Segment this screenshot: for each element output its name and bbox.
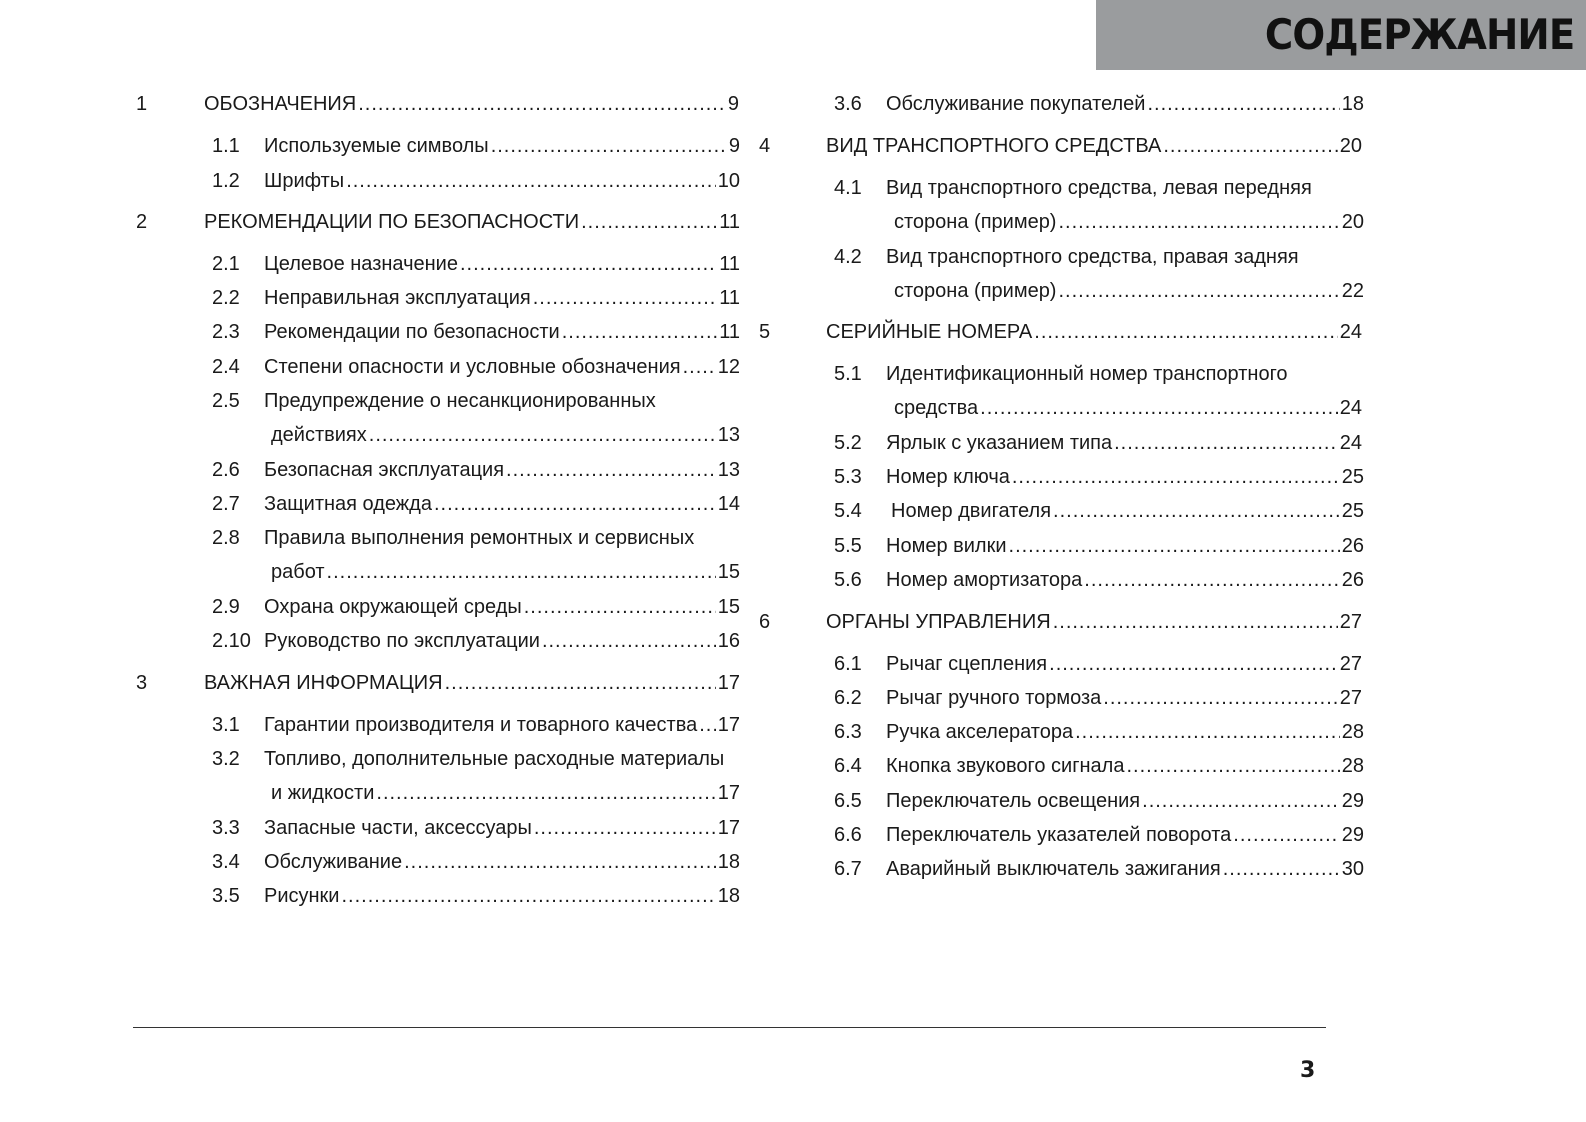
- toc-section-number: 2.6: [212, 459, 240, 481]
- toc-section-number: 2.5: [212, 390, 240, 412]
- toc-chapter-number: 1: [136, 93, 148, 115]
- toc-section-entry[interactable]: [264, 355, 740, 379]
- toc-section-entry[interactable]: [886, 652, 1362, 676]
- toc-page-number: 14: [717, 493, 740, 515]
- toc-entry-title: Запасные части, аксессуары: [264, 817, 532, 839]
- toc-section-number: 2.3: [212, 321, 240, 343]
- dot-leader: [445, 671, 716, 695]
- toc-page-number: 15: [717, 596, 740, 618]
- dot-leader: [506, 458, 716, 482]
- dot-leader: [524, 595, 716, 619]
- toc-page-number: 11: [719, 321, 740, 343]
- toc-chapter-entry[interactable]: [826, 610, 1362, 634]
- toc-section-number: 6.7: [834, 858, 862, 880]
- dot-leader: [1009, 534, 1340, 558]
- toc-page-number: 26: [1341, 535, 1364, 557]
- toc-section-number: 2.4: [212, 356, 240, 378]
- toc-section-entry[interactable]: [264, 629, 740, 653]
- toc-section-number: 6.2: [834, 687, 862, 709]
- dot-leader: [683, 355, 716, 379]
- toc-section-entry[interactable]: [894, 279, 1364, 303]
- toc-page-number: 22: [1341, 280, 1364, 302]
- toc-page-number: 13: [717, 459, 740, 481]
- toc-section-entry[interactable]: [886, 568, 1364, 592]
- toc-page-number: 27: [1339, 611, 1362, 633]
- toc-entry-title: Степени опасности и условные обозначения: [264, 356, 681, 378]
- dot-leader: [1053, 610, 1338, 634]
- toc-entry-title: Номер ключа: [886, 466, 1010, 488]
- toc-section-entry[interactable]: [886, 789, 1364, 813]
- dot-leader: [542, 629, 716, 653]
- toc-section-entry[interactable]: [264, 320, 740, 344]
- dot-leader: [460, 252, 717, 276]
- dot-leader: [358, 92, 726, 116]
- dot-leader: [1084, 568, 1339, 592]
- toc-entry-title: ОБОЗНАЧЕНИЯ: [204, 93, 357, 115]
- toc-page-number: 25: [1341, 500, 1364, 522]
- toc-page-number: 18: [717, 851, 740, 873]
- toc-page-number: 24: [1339, 397, 1362, 419]
- dot-leader: [562, 320, 718, 344]
- dot-leader: [1075, 720, 1340, 744]
- toc-entry-title: РЕКОМЕНДАЦИИ ПО БЕЗОПАСНОСТИ: [204, 211, 580, 233]
- toc-entry-title: Гарантии производителя и товарного качества: [264, 714, 698, 736]
- dot-leader: [980, 396, 1338, 420]
- toc-entry-title: ОРГАНЫ УПРАВЛЕНИЯ: [826, 611, 1051, 633]
- toc-entry-title: Целевое назначение: [264, 253, 458, 275]
- dot-leader: [1126, 754, 1339, 778]
- toc-entry-title: Переключатель освещения: [886, 790, 1141, 812]
- toc-section-entry[interactable]: [886, 754, 1364, 778]
- toc-section-entry[interactable]: [886, 686, 1362, 710]
- toc-section-entry[interactable]: [891, 499, 1364, 523]
- toc-section-entry[interactable]: [264, 458, 740, 482]
- toc-section-entry[interactable]: [886, 465, 1364, 489]
- toc-page-number: 25: [1341, 466, 1364, 488]
- dot-leader: [327, 560, 716, 584]
- toc-section-entry[interactable]: [264, 884, 740, 908]
- toc-section-entry[interactable]: [894, 210, 1364, 234]
- toc-entry-title: Охрана окружающей среды: [264, 596, 522, 618]
- dot-leader: [1147, 92, 1339, 116]
- toc-entry-title: Рычаг ручного тормоза: [886, 687, 1102, 709]
- toc-section-number: 5.2: [834, 432, 862, 454]
- toc-entry-title: Руководство по эксплуатации: [264, 630, 540, 652]
- toc-entry-title: Шрифты: [264, 170, 345, 192]
- dot-leader: [1142, 789, 1340, 813]
- dot-leader: [434, 492, 716, 516]
- toc-entry-title-line2: средства: [894, 397, 979, 419]
- toc-section-entry[interactable]: [886, 823, 1364, 847]
- toc-page-number: 16: [717, 630, 740, 652]
- toc-section-entry[interactable]: [886, 534, 1364, 558]
- toc-section-number: 3.3: [212, 817, 240, 839]
- toc-entry-title: Безопасная эксплуатация: [264, 459, 505, 481]
- toc-chapter-number: 3: [136, 672, 148, 694]
- toc-section-number: 2.7: [212, 493, 240, 515]
- toc-section-entry[interactable]: [886, 431, 1362, 455]
- toc-section-number: 4.1: [834, 177, 862, 199]
- toc-chapter-entry[interactable]: [204, 671, 740, 695]
- toc-section-number: 2.8: [212, 527, 240, 549]
- dot-leader: [1223, 857, 1340, 881]
- toc-entry-title: Ярлык с указанием типа: [886, 432, 1113, 454]
- toc-page-number: 24: [1339, 321, 1362, 343]
- dot-leader: [1049, 652, 1338, 676]
- dot-leader: [1058, 210, 1339, 234]
- toc-section-number: 3.4: [212, 851, 240, 873]
- toc-page-number: 17: [717, 714, 740, 736]
- toc-section-number: 3.5: [212, 885, 240, 907]
- toc-section-number: 6.1: [834, 653, 862, 675]
- header-band: [1096, 0, 1586, 70]
- toc-section-entry[interactable]: [264, 850, 740, 874]
- toc-entry-title: Защитная одежда: [264, 493, 432, 515]
- toc-section-number: 6.4: [834, 755, 862, 777]
- toc-section-entry[interactable]: [886, 720, 1364, 744]
- toc-section-number: 1.1: [212, 135, 240, 157]
- toc-entry-title: Номер двигателя: [891, 500, 1052, 522]
- dot-leader: [1034, 320, 1337, 344]
- toc-section-entry[interactable]: [271, 560, 740, 584]
- toc-page-number: 20: [1341, 211, 1364, 233]
- toc-entry-title-line2: и жидкости: [271, 782, 375, 804]
- toc-entry-title-line1[interactable]: Вид транспортного средства, правая задняя: [886, 246, 1299, 268]
- toc-section-entry[interactable]: [271, 423, 740, 447]
- toc-page-number: 18: [717, 885, 740, 907]
- toc-entry-title: Используемые символы: [264, 135, 489, 157]
- toc-section-number: 5.5: [834, 535, 862, 557]
- toc-page-number: 11: [719, 253, 740, 275]
- dot-leader: [1012, 465, 1340, 489]
- toc-entry-title: Обслуживание: [264, 851, 403, 873]
- toc-entry-title-line2: работ: [271, 561, 325, 583]
- toc-section-number: 6.6: [834, 824, 862, 846]
- toc-chapter-number: 4: [759, 135, 771, 157]
- dot-leader: [699, 713, 716, 737]
- toc-page-number: 26: [1341, 569, 1364, 591]
- toc-entry-title: ВАЖНАЯ ИНФОРМАЦИЯ: [204, 672, 443, 694]
- dot-leader: [491, 134, 727, 158]
- toc-entry-title-line1[interactable]: Вид транспортного средства, левая передняя: [886, 177, 1312, 199]
- dot-leader: [1058, 279, 1339, 303]
- toc-section-number: 2.1: [212, 253, 240, 275]
- toc-entry-title: СЕРИЙНЫЕ НОМЕРА: [826, 321, 1033, 343]
- dot-leader: [534, 816, 716, 840]
- toc-section-number: 2.2: [212, 287, 240, 309]
- toc-section-number: 5.3: [834, 466, 862, 488]
- toc-section-number: 6.5: [834, 790, 862, 812]
- toc-entry-title: Ручка акселератора: [886, 721, 1074, 743]
- toc-entry-title-line2: действиях: [271, 424, 367, 446]
- toc-entry-title-line1[interactable]: Правила выполнения ремонтных и сервисных: [264, 527, 695, 549]
- dot-leader: [369, 423, 716, 447]
- toc-page-number: 18: [1341, 93, 1364, 115]
- toc-page-number: 27: [1339, 687, 1362, 709]
- toc-page-number: 27: [1339, 653, 1362, 675]
- toc-section-entry[interactable]: [264, 134, 740, 158]
- toc-page-number: 9: [727, 93, 739, 115]
- dot-leader: [1053, 499, 1340, 523]
- toc-section-number: 3.6: [834, 93, 862, 115]
- toc-section-entry[interactable]: [264, 492, 740, 516]
- footer-divider: [133, 1027, 1326, 1028]
- toc-entry-title-line2: сторона (пример): [894, 211, 1057, 233]
- toc-page-number: 17: [717, 672, 740, 694]
- toc-page-number: 9: [728, 135, 740, 157]
- toc-page-number: 29: [1341, 790, 1364, 812]
- toc-chapter-entry[interactable]: [204, 210, 740, 234]
- toc-section-number: 2.9: [212, 596, 240, 618]
- toc-section-number: 3.1: [212, 714, 240, 736]
- toc-entry-title-line2: сторона (пример): [894, 280, 1057, 302]
- toc-section-entry[interactable]: [264, 713, 740, 737]
- dot-leader: [1103, 686, 1337, 710]
- toc-section-number: 5.1: [834, 363, 862, 385]
- toc-entry-title: ВИД ТРАНСПОРТНОГО СРЕДСТВА: [826, 135, 1162, 157]
- toc-entry-title: Кнопка звукового сигнала: [886, 755, 1125, 777]
- toc-section-entry[interactable]: [264, 816, 740, 840]
- toc-section-number: 5.6: [834, 569, 862, 591]
- toc-section-number: 4.2: [834, 246, 862, 268]
- toc-chapter-entry[interactable]: [826, 320, 1362, 344]
- dot-leader: [341, 884, 715, 908]
- dot-leader: [346, 169, 716, 193]
- toc-entry-title-line1[interactable]: Топливо, дополнительные расходные материалы: [264, 748, 725, 770]
- toc-page-number: 17: [717, 817, 740, 839]
- dot-leader: [533, 286, 717, 310]
- toc-section-number: 2.10: [212, 630, 251, 652]
- toc-entry-title: Рычаг сцепления: [886, 653, 1048, 675]
- toc-chapter-number: 2: [136, 211, 148, 233]
- toc-section-number: 5.4: [834, 500, 862, 522]
- toc-section-number: 1.2: [212, 170, 240, 192]
- toc-section-number: 3.2: [212, 748, 240, 770]
- toc-page-number: 11: [719, 287, 740, 309]
- toc-section-entry[interactable]: [271, 781, 740, 805]
- toc-page-number: 28: [1341, 755, 1364, 777]
- dot-leader: [581, 210, 717, 234]
- toc-section-entry[interactable]: [264, 252, 740, 276]
- toc-entry-title: Аварийный выключатель зажигания: [886, 858, 1221, 880]
- toc-chapter-number: 5: [759, 321, 771, 343]
- dot-leader: [1114, 431, 1338, 455]
- dot-leader: [376, 781, 715, 805]
- toc-section-entry[interactable]: [886, 857, 1364, 881]
- page-number: 3: [1300, 1058, 1316, 1083]
- toc-page-number: 20: [1339, 135, 1362, 157]
- toc-entry-title: Неправильная эксплуатация: [264, 287, 531, 309]
- toc-entry-title-line1[interactable]: Предупреждение о несанкционированных: [264, 390, 656, 412]
- toc-page-number: 15: [717, 561, 740, 583]
- toc-entry-title: Обслуживание покупателей: [886, 93, 1146, 115]
- toc-entry-title-line1[interactable]: Идентификационный номер транспортного: [886, 363, 1288, 385]
- page-title: СОДЕРЖАНИЕ: [1264, 10, 1574, 59]
- dot-leader: [1163, 134, 1337, 158]
- toc-entry-title: Рекомендации по безопасности: [264, 321, 560, 343]
- toc-chapter-entry[interactable]: [204, 92, 739, 116]
- toc-chapter-entry[interactable]: [826, 134, 1362, 158]
- toc-entry-title: Номер амортизатора: [886, 569, 1083, 591]
- toc-page-number: 13: [717, 424, 740, 446]
- toc-section-entry[interactable]: [264, 286, 740, 310]
- toc-entry-title: Рисунки: [264, 885, 340, 907]
- toc-page-number: 11: [719, 211, 740, 233]
- toc-page-number: 28: [1341, 721, 1364, 743]
- toc-section-entry[interactable]: [264, 169, 740, 193]
- toc-page-number: 10: [717, 170, 740, 192]
- toc-page-number: 29: [1341, 824, 1364, 846]
- toc-section-entry[interactable]: [264, 595, 740, 619]
- toc-section-entry[interactable]: [886, 92, 1364, 116]
- dot-leader: [1233, 823, 1339, 847]
- toc-chapter-number: 6: [759, 611, 771, 633]
- toc-section-number: 6.3: [834, 721, 862, 743]
- toc-section-entry[interactable]: [894, 396, 1362, 420]
- toc-entry-title: Номер вилки: [886, 535, 1007, 557]
- toc-page-number: 24: [1339, 432, 1362, 454]
- toc-page-number: 30: [1341, 858, 1364, 880]
- toc-page-number: 12: [717, 356, 740, 378]
- dot-leader: [404, 850, 716, 874]
- toc-entry-title: Переключатель указателей поворота: [886, 824, 1232, 846]
- toc-page-number: 17: [717, 782, 740, 804]
